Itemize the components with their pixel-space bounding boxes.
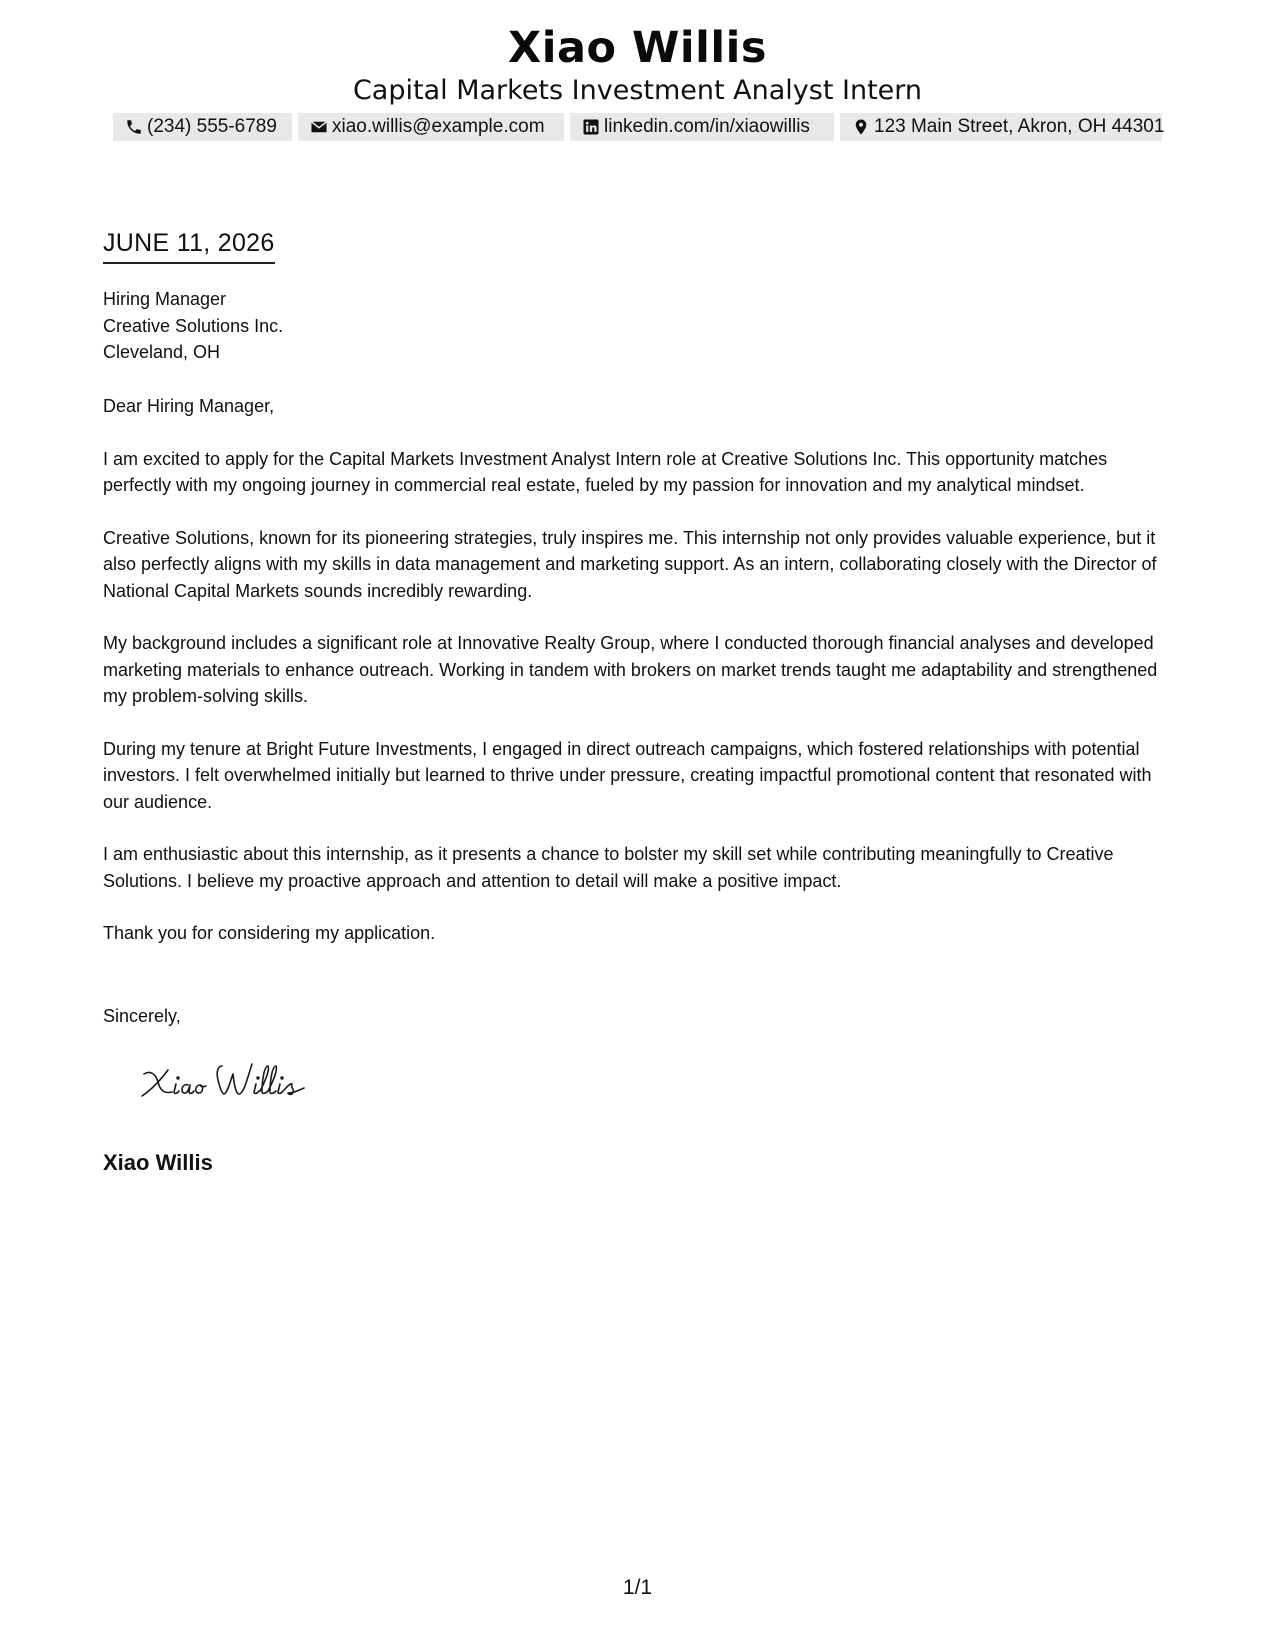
signer-name: Xiao Willis	[103, 1150, 213, 1175]
map-pin-icon	[852, 118, 870, 136]
salutation: Dear Hiring Manager,	[103, 396, 275, 416]
linkedin-icon	[582, 118, 600, 136]
contact-email	[298, 113, 564, 141]
recipient-block	[103, 286, 283, 366]
contact-phone	[113, 113, 292, 141]
letter-date: JUNE 11, 2026	[103, 226, 275, 264]
contact-bar	[0, 113, 1275, 141]
letter-header	[0, 22, 1275, 108]
paragraph-5: I am enthusiastic about this internship, as it presents a chance to bolster my skill set while contributing meaningfully to Creative Solutions. I believe my proactive approach and attention to detail will make a positive impact.	[103, 844, 1114, 891]
contact-linkedin	[570, 113, 834, 141]
letter-body	[103, 393, 1178, 973]
applicant-name: Xiao Willis	[508, 23, 767, 73]
linkedin-text: linkedin.com/in/xiaowillis	[604, 116, 810, 137]
paragraph-6: Thank you for considering my application.	[103, 923, 436, 943]
phone-text: (234) 555-6789	[147, 116, 277, 137]
applicant-title: Capital Markets Investment Analyst Intern	[352, 75, 923, 106]
recipient-location: Cleveland, OH	[103, 342, 221, 362]
envelope-icon	[310, 118, 328, 136]
paragraph-3: My background includes a significant role at Innovative Realty Group, where I conducted thorough financial analyses and developed marketing materials to enhance outreach. Working in tandem with brokers on market trends taught me adaptability and strengthened my problem-solving skills.	[103, 633, 1158, 706]
recipient-company: Creative Solutions Inc.	[103, 315, 284, 336]
handwritten-signature	[138, 1052, 338, 1112]
paragraph-1: I am excited to apply for the Capital Markets Investment Analyst Intern role at Creative Solutions Inc. This opportunity matches perfectly with my ongoing journey in commercial real estate, fueled by my passion for innovation and my analytical mindset.	[103, 448, 1108, 495]
paragraph-2: Creative Solutions, known for its pioneering strategies, truly inspires me. This internship not only provides valuable experience, but it also perfectly aligns with my skills in data management and marketing support. As an intern, collaborating closely with the Director of National Capital Markets sounds incredibly rewarding.	[103, 527, 1157, 601]
paragraph-4: During my tenure at Bright Future Investments, I engaged in direct outreach campaigns, which fostered relationships with potential investors. I felt overwhelmed initially but learned to thrive under pressure, creating impactful promotional content that resonated with our audience.	[103, 738, 1152, 812]
email-text: xiao.willis@example.com	[332, 116, 545, 137]
page-number: 1/1	[622, 1576, 653, 1599]
phone-icon	[125, 118, 143, 136]
recipient-title: Hiring Manager	[103, 289, 227, 309]
closing: Sincerely,	[103, 1006, 181, 1026]
address-text: 123 Main Street, Akron, OH 44301	[874, 116, 1165, 137]
contact-address	[840, 113, 1165, 141]
